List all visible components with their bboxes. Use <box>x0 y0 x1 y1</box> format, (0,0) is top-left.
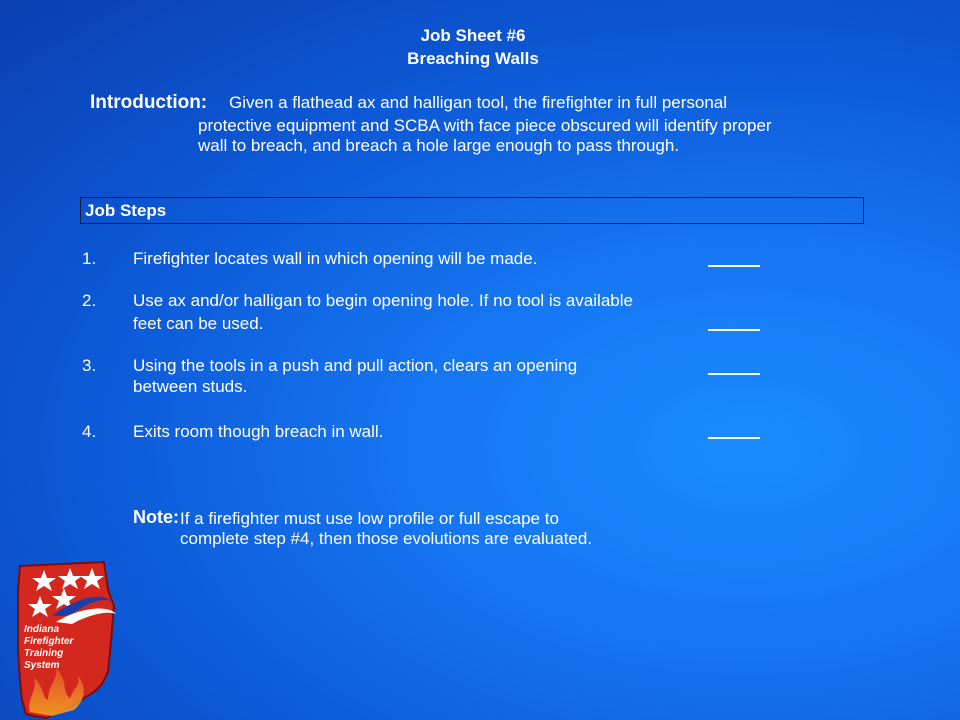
step-4-number: 4. <box>82 422 97 441</box>
job-steps-header: Job Steps <box>85 201 167 220</box>
page-subtitle: Breaching Walls <box>407 49 539 68</box>
step-3-text-line-2: between studs. <box>133 377 248 396</box>
introduction-label: Introduction: <box>90 92 208 113</box>
note-line-2: complete step #4, then those evolutions are evaluated. <box>180 529 593 548</box>
step-2-text-line-1: Use ax and/or halligan to begin opening hole. If no tool is available <box>133 291 633 310</box>
step-4-check-blank <box>708 437 760 439</box>
step-4-text: Exits room though breach in wall. <box>133 422 384 441</box>
step-1-check-blank <box>708 265 760 267</box>
step-1-number: 1. <box>82 249 97 268</box>
job-steps-header-box <box>80 197 864 224</box>
step-2-text-line-2: feet can be used. <box>133 314 264 333</box>
logo-text-line-3: Training <box>24 648 64 659</box>
step-3-number: 3. <box>82 356 97 375</box>
step-2-number: 2. <box>82 291 97 310</box>
step-1-text: Firefighter locates wall in which opening will be made. <box>133 249 538 268</box>
step-2-check-blank <box>708 329 760 331</box>
note-label: Note: <box>133 507 179 527</box>
page-title: Job Sheet #6 <box>420 26 526 45</box>
step-3-check-blank <box>708 373 760 375</box>
logo-text-line-4: System <box>24 660 60 671</box>
logo-text-line-2: Firefighter <box>24 636 74 647</box>
indiana-firefighter-logo <box>12 560 124 720</box>
note-line-1: If a firefighter must use low profile or full escape to <box>180 509 559 528</box>
introduction-line-3: wall to breach, and breach a hole large enough to pass through. <box>198 136 680 155</box>
logo-text-line-1: Indiana <box>24 624 60 635</box>
introduction-line-2: protective equipment and SCBA with face piece obscured will identify proper <box>198 116 772 135</box>
introduction-line-1: Given a flathead ax and halligan tool, the firefighter in full personal <box>229 93 728 112</box>
step-3-text-line-1: Using the tools in a push and pull action, clears an opening <box>133 356 578 375</box>
